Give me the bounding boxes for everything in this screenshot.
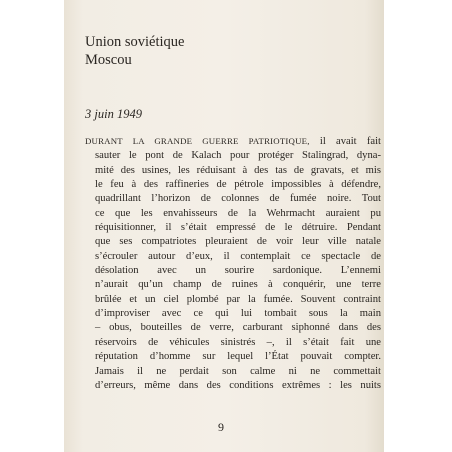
text-line-7: réquisitionner, il s’était empressé de le détruire. Pendant [95, 222, 381, 234]
lead-smallcaps: DURANT LA GRANDE GUERRE PATRIOTIQUE, [85, 136, 310, 146]
entry-date: 3 juin 1949 [85, 107, 142, 121]
page-number: 9 [218, 420, 224, 434]
text-line-14: – obus, bouteilles de verre, carburant siphonné dans des [95, 322, 381, 334]
text-line-4: le feu à des raffineries de pétrole impossibles à défendre, [95, 179, 381, 191]
location-city: Moscou [85, 52, 132, 68]
body-text [85, 134, 381, 393]
text-line-16: réputation d’homme sur lequel l’État pouvait compter. [95, 351, 381, 363]
text-line-11: n’aurait qu’un champ de ruines à conquérir, une terre [95, 279, 381, 291]
text-line-2: sauter le pont de Kalach pour protéger Stalingrad, dyna- [95, 150, 381, 162]
location-country: Union soviétique [85, 34, 185, 50]
text-line-3: mité des usines, les réduisant à des tas de gravats, et mis [95, 164, 381, 176]
text-line-6: ce que les envahisseurs de la Wehrmacht auraient pu [95, 207, 381, 219]
text-line-12: brûlée et un ciel plombé par la fumée. Souvent contraint [95, 293, 381, 305]
text-line-10: désolation avec un sourire sardonique. L’ennemi [95, 265, 381, 277]
text-line-9: s’écrouler autour d’eux, il contemplait ce spectacle de [95, 250, 381, 262]
text-line-18: d’erreurs, même dans des conditions extrêmes : les nuits [95, 379, 381, 391]
text-line-1: DURANT LA GRANDE GUERRE PATRIOTIQUE, il avait fait [85, 136, 381, 147]
text-line-17: Jamais il ne perdait son calme ni ne commettait [95, 365, 381, 377]
text-line-8: que ses compatriotes pleuraient de voir leur ville natale [95, 236, 381, 248]
text-line-13: d’improviser avec ce qui lui tombait sous la main [95, 308, 381, 320]
text-line-15: réservoirs de véhicules sinistrés –, il s’était fait une [95, 336, 381, 348]
text-line-5: quadrillant l’horizon de colonnes de fumée noire. Tout [95, 193, 381, 205]
